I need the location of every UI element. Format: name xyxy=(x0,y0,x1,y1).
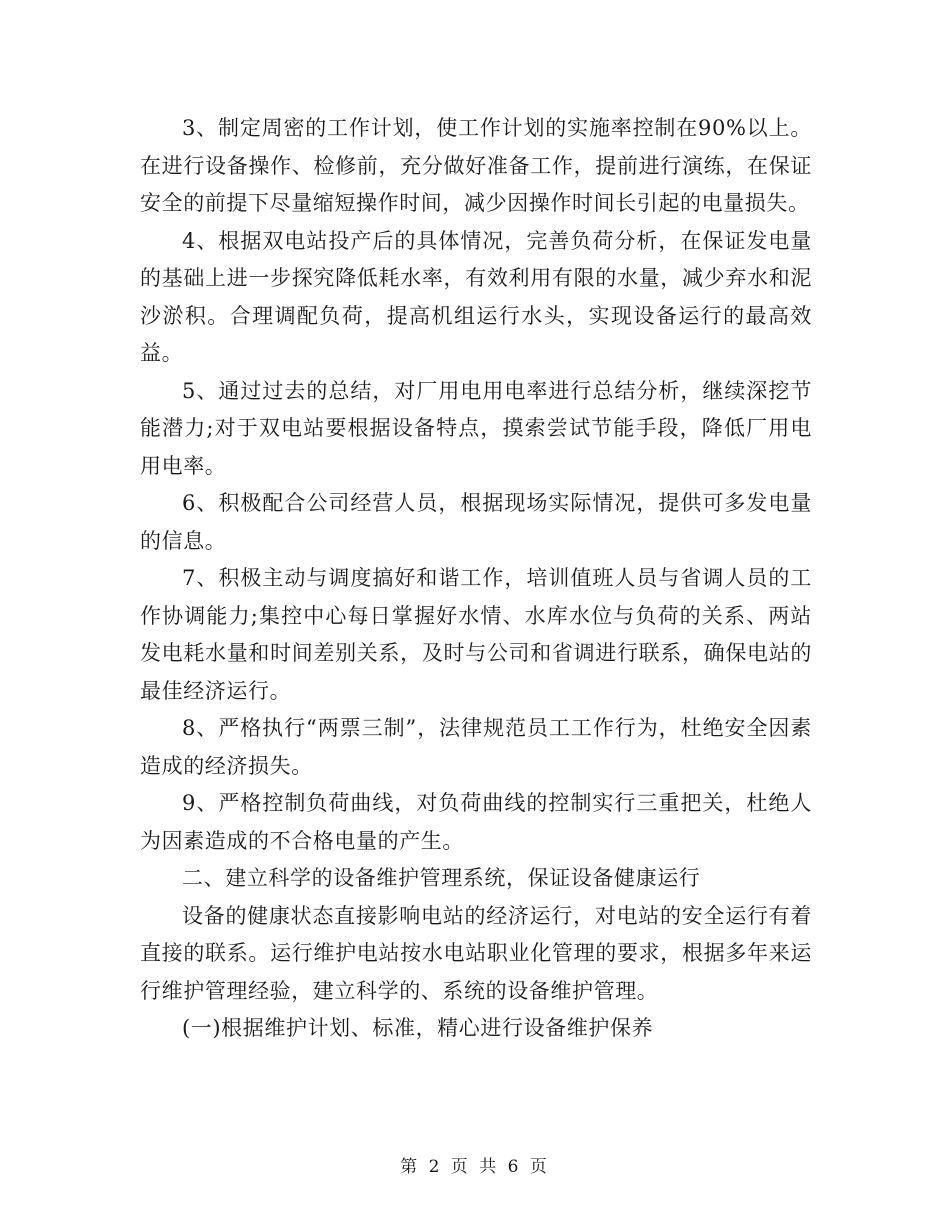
paragraph-item-7: 7、积极主动与调度搞好和谐工作，培训值班人员与省调人员的工作协调能力;集控中心每日掌握好水情、水库水位与负荷的关系、两站发电耗水量和时间差别关系，及时与公司和省调进行联系，确保电站的最佳经济运行。 xyxy=(140,566,812,703)
paragraph-item-3: 3、制定周密的工作计划，使工作计划的实施率控制在90%以上。在进行设备操作、检修前，充分做好准备工作，提前进行演练，在保证安全的前提下尽量缩短操作时间，减少因操作时间长引起的电量损失。 xyxy=(140,116,812,215)
paragraph-item-6: 6、积极配合公司经营人员，根据现场实际情况，提供可多发电量的信息。 xyxy=(140,491,812,553)
paragraph-item-8: 8、严格执行“两票三制”，法律规范员工工作行为，杜绝安全因素造成的经济损失。 xyxy=(140,716,812,778)
subsection-heading-one: (一)根据维护计划、标准，精心进行设备维护保养 xyxy=(182,1016,654,1040)
paragraph-item-9: 9、严格控制负荷曲线，对负荷曲线的控制实行三重把关，杜绝人为因素造成的不合格电量的产生。 xyxy=(140,791,812,853)
document-body xyxy=(140,110,812,1048)
section-heading-two: 二、建立科学的设备维护管理系统，保证设备健康运行 xyxy=(182,866,701,890)
paragraph-item-5: 5、通过过去的总结，对厂用电用电率进行总结分析，继续深挖节能潜力;对于双电站要根据设备特点，摸索尝试节能手段，降低厂用电用电率。 xyxy=(140,378,812,478)
paragraph-item-4: 4、根据双电站投产后的具体情况，完善负荷分析，在保证发电量的基础上进一步探究降低耗水率，有效利用有限的水量，减少弃水和泥沙淤积。合理调配负荷，提高机组运行水头，实现设备运行的最高效益。 xyxy=(140,228,812,365)
page-number-footer: 第 2 页 共 6 页 xyxy=(400,1157,550,1177)
section-intro-paragraph: 设备的健康状态直接影响电站的经济运行，对电站的安全运行有着直接的联系。运行维护电站按水电站职业化管理的要求，根据多年来运行维护管理经验，建立科学的、系统的设备维护管理。 xyxy=(140,903,812,1003)
